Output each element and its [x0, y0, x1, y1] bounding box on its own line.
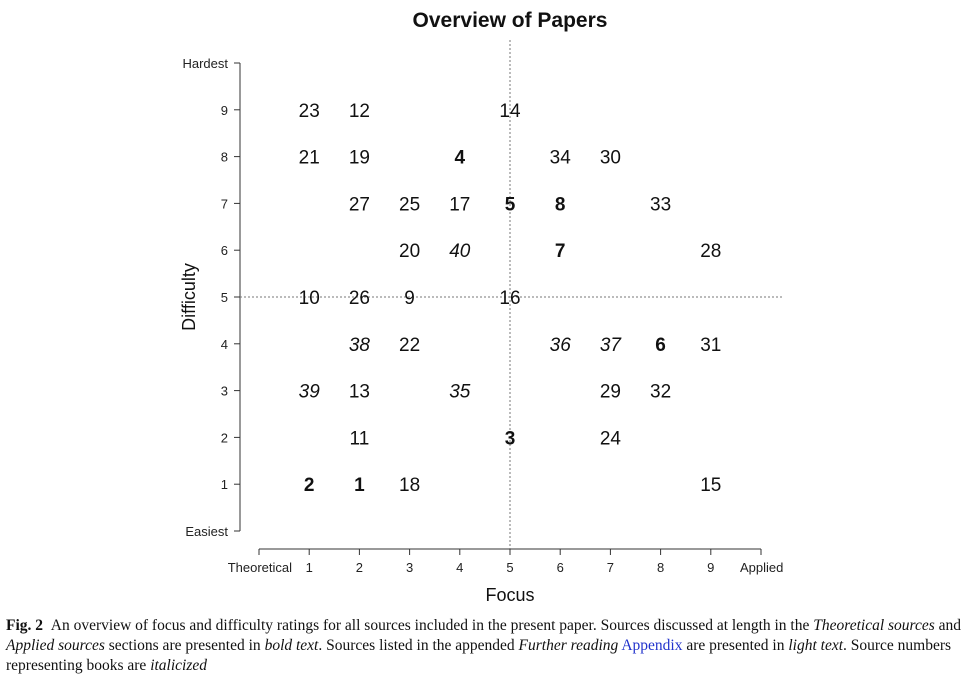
- source-label: 20: [399, 241, 421, 263]
- source-label: 35: [449, 381, 471, 403]
- caption-text-1: An overview of focus and difficulty ratings for all sources included in the present paper. Sources discussed at length in the: [50, 617, 814, 634]
- source-label: 23: [298, 100, 320, 122]
- x-tick-label: 8: [656, 560, 665, 575]
- y-tick-label: 3: [220, 383, 228, 399]
- source-label: 19: [348, 147, 370, 169]
- source-label: 26: [348, 288, 370, 309]
- caption-text-6: are presented in: [682, 637, 789, 654]
- caption-fig-label: Fig. 2: [6, 617, 44, 634]
- source-label: 32: [650, 381, 672, 403]
- x-tick-label: Applied: [740, 560, 784, 575]
- source-label: 9: [404, 288, 415, 309]
- source-label: 12: [348, 100, 370, 122]
- source-label: 17: [449, 194, 471, 216]
- x-tick-label: 6: [556, 560, 564, 575]
- caption-theoretical: Theoretical sources: [813, 617, 935, 634]
- caption-appendix-link[interactable]: Appendix: [621, 637, 683, 654]
- chart-title: Overview of Papers: [412, 9, 608, 32]
- source-label: 16: [499, 288, 521, 309]
- figure-caption: [6, 616, 968, 676]
- caption-text-3: sections are presented in: [104, 637, 265, 654]
- source-label: 18: [399, 475, 421, 497]
- caption-bold-text: bold text: [264, 637, 319, 654]
- x-tick-label: 5: [506, 560, 514, 575]
- source-label: 33: [650, 194, 672, 216]
- x-tick-label: 1: [305, 560, 313, 575]
- source-label: 34: [549, 147, 571, 169]
- y-tick-label: 6: [220, 243, 228, 259]
- x-tick-label: Theoretical: [227, 560, 292, 575]
- source-label: 22: [399, 334, 421, 356]
- source-label: 14: [499, 100, 521, 122]
- source-label: 15: [700, 475, 722, 497]
- source-label: 6: [655, 334, 666, 356]
- source-label: 10: [298, 288, 320, 309]
- source-label: 1: [354, 475, 365, 497]
- y-tick-label: 4: [220, 336, 228, 352]
- source-label: 21: [298, 147, 320, 169]
- y-tick-label: 5: [220, 290, 228, 305]
- source-label: 11: [349, 428, 370, 450]
- y-tick-label: 8: [220, 149, 228, 165]
- y-axis-label: Difficulty: [179, 263, 199, 331]
- source-label: 30: [599, 147, 621, 169]
- source-label: 7: [554, 241, 566, 263]
- source-label: 28: [700, 241, 722, 263]
- x-tick-label: 4: [456, 560, 464, 575]
- caption-text-2: and: [934, 617, 962, 634]
- caption-text-4: . Sources listed in the appended: [318, 637, 519, 654]
- source-label: 29: [599, 381, 621, 403]
- caption-further-reading: Further reading: [518, 637, 619, 654]
- source-label: 3: [504, 428, 516, 450]
- caption-light-text: light text: [788, 637, 844, 654]
- source-label: 31: [700, 334, 722, 356]
- source-label: 8: [554, 194, 566, 216]
- caption-italicized: italicized: [150, 657, 208, 674]
- caption-text-7: . Source numbers representing books are: [6, 637, 952, 674]
- x-axis-label: Focus: [485, 585, 535, 605]
- x-tick-label: 7: [606, 560, 615, 575]
- source-label: 2: [303, 475, 315, 497]
- y-tick-label: Easiest: [185, 524, 228, 539]
- y-tick-label: 9: [220, 102, 228, 118]
- source-label: 5: [504, 194, 516, 216]
- source-label: 37: [599, 334, 621, 356]
- source-label: 40: [449, 241, 471, 263]
- y-tick-label: 1: [220, 477, 228, 493]
- source-label: 4: [454, 147, 466, 169]
- source-label: 39: [298, 381, 320, 403]
- source-label: 27: [348, 194, 370, 216]
- y-tick-label: 2: [220, 430, 228, 446]
- source-label: 24: [599, 428, 621, 450]
- x-tick-label: 3: [405, 560, 414, 575]
- x-tick-label: 9: [707, 560, 715, 575]
- caption-applied: Applied sources: [6, 637, 105, 654]
- source-label: 25: [399, 194, 421, 216]
- y-tick-label: 7: [220, 196, 228, 212]
- source-label: 36: [549, 334, 571, 356]
- source-label: 38: [348, 334, 370, 356]
- source-label: 13: [348, 381, 370, 403]
- y-tick-label: Hardest: [182, 56, 228, 71]
- x-tick-label: 2: [355, 560, 364, 575]
- axes: [182, 56, 783, 575]
